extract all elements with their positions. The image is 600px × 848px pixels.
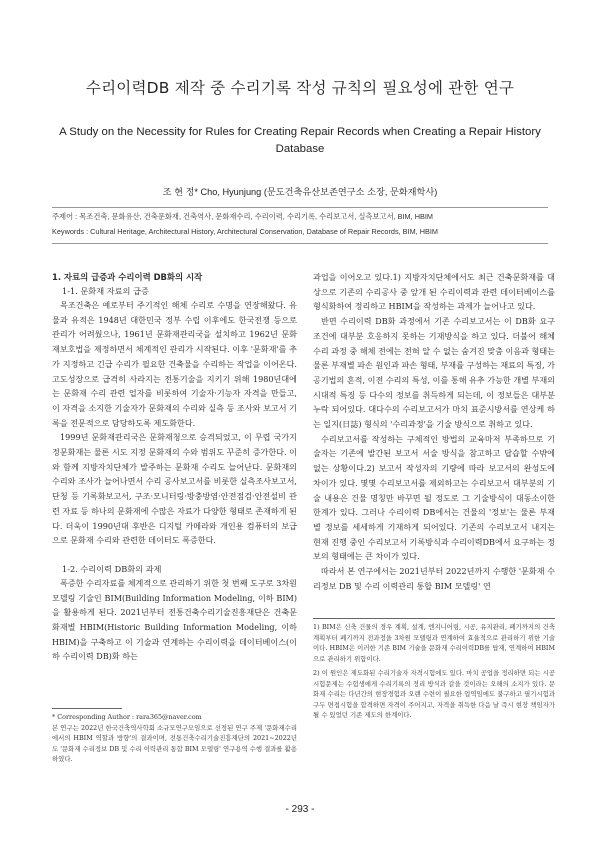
right-column — [313, 270, 555, 612]
paragraph: 목조건축은 예로부터 주기적인 해체 수리로 수명을 연장해왔다. 유물과 유적은 1948년 대한민국 정부 수립 이후에도 한국전쟁 등으로 관리가 어려웠으나, 1961년 문화재관리국을 설치하고 1962년 문화재보호법을 제정하면서 체계적인 관리가 시작된다. 이후 '문화재'를 추가 지정하고 긴급 수리가 필요한 건축물을 수리하는 작업을 이어온다. 고도성장으로 급격히 사라지는 전통기술을 지키기 위해 1980년대에는 문화재 수리 관련 업자를 비롯하여 기술자·기능자 자격을 만들고, 이 자격을 소지한 기술자가 문화재의 수리와 실측 등 조사와 보고서 기록을 전문적으로 담당하도록 제도화한다. — [52, 300, 297, 428]
paragraph: 따라서 본 연구에서는 2021년부터 2022년까지 수행한 '문화재 수리정보 DB 및 수리 이력관리 통합 BIM 모델링' 연 — [313, 566, 555, 591]
footnote-2: 2) 이 원인은 제도화된 수리기술자 자격시험에도 있다. 마치 공업을 정리하면 되는 시공 시험문제는 수험생에게 수리기록의 정리 방식과 같을 것이라는 오해의 소지가 있다. 문화재 수리는 다년간의 현장경험과 오랜 수련이 필요한 업역임에도 불구하고 필기시험과 구두 면접시험을 합격하면 자격이 주어지고, 자격을 취득한 다음 날 즉시 현장 책임자가 될 수 있었던 기존 제도의 한계이다. — [313, 669, 555, 719]
keywords-korean: 주제어 : 목조건축, 문화유산, 건축문화재, 건축역사, 문화재수리, 수리이력, 수리기록, 수리보고서, 실측보고서, BIM, HBIM — [52, 212, 433, 221]
paragraph: 1999년 문화재관리국은 문화재청으로 승격되었고, 이 무렵 국가지정문화재는 물론 시도 지정 문화재의 수와 범위도 꾸준히 증가한다. 이와 함께 지방자치단체가 발주하는 문화재 수리도 늘어난다. 문화재의 수리와 조사가 늘어나면서 수리 공사보고서를 비롯한 실측조사보고서, 단청 등 기록화보고서, 구조·모니터링·방충방염·안전점검·안전설비 관련 자료 등 하나의 문화재에 수많은 자료가 다양한 형태로 존재하게 된다. 더욱이 1990년대 후반은 디지털 카메라와 개인용 컴퓨터의 보급으로 문화재 수리와 관련한 데이터도 폭증한다. — [52, 432, 297, 546]
footnotes-right — [313, 622, 555, 790]
keywords-english: Keywords : Cultural Heritage, Architectural History, Architectural Conservation, Database of Repair Records, BIM, HBIM — [52, 227, 438, 236]
paragraph: 수리보고서를 작성하는 구체적인 방법의 교육마저 부족하므로 기술자는 기존에 발간된 보고서 서술 방식을 참고하고 답습할 수밖에 없는 상황이다.2) 보고서 작성자의 기량에 따라 보고서의 완성도에 차이가 있다. 몇몇 수리보고서를 제외하고는 수리보고서 대부분의 기술 내용은 건물 명칭만 바꾸면 될 정도로 그 기술방식이 대동소이한 한계가 있다. 그러나 수리이력 DB에서는 건물의 '정보'는 물론 부재별 정보를 세세하게 기재하게 되어있다. 기존의 수리보고서 내지는 현재 진행 중인 수리보고서 기록방식과 수리이력DB에서 요구하는 정보의 형태에는 큰 차이가 있다. — [313, 433, 555, 562]
divider-bottom — [52, 243, 548, 244]
title-korean: 수리이력DB 제작 중 수리기록 작성 규칙의 필요성에 관한 연구 — [85, 79, 515, 97]
divider-top — [52, 207, 548, 208]
footnote-divider-left — [52, 708, 122, 709]
footnote-divider-right — [313, 618, 555, 619]
subsection-heading: 1-2. 수리이력 DB화의 과제 — [62, 563, 162, 574]
paragraph: 반면 수리이력 DB화 과정에서 기존 수리보고서는 이 DB화 요구 조건에 대부분 호응하지 못하는 기재방식을 하고 있다. 더불어 해체 수리 과정 중 해체 전에는 전혀 알 수 없는 숨겨진 맞춤 이음과 형태는 물론 부재별 파손 원인과 파손 형태, 부재를 구성하는 재료의 특징, 가공기법의 흔적, 이전 수리의 특성, 이를 통해 유추 가능한 개별 부재의 시대적 특징 등 다수의 정보를 취득하게 되는데, 이 정보들은 대부분 누락 되어있다. 대다수의 수리보고서가 마치 표준시방서를 연상케 하는 일지(日誌) 형식의 '수리과정'을 기술 방식으로 취하고 있다. — [313, 316, 555, 430]
paragraph: 폭증한 수리자료를 체계적으로 관리하기 위한 첫 번째 도구로 3차원 모델링 기술인 BIM(Building Information Modeling, 이하 BIM)을 활용하게 된다. 2021년부터 전통건축수리기술진흥재단은 건축문화재별 HBIM(Historic Building Information Modeling, 이하 HBIM)을 구축하고 이 기술과 연계하는 수리이력을 데이터베이스(이하 수리이력 DB)화 하는 — [52, 577, 297, 662]
author-line: 조 현 정* Cho, Hyunjung (문도건축유산보존연구소 소장, 문화재학사) — [162, 187, 438, 197]
footnote-1: 1) BIM은 신축 건물의 경우 계획, 설계, 엔지니어링, 시공, 유지관리, 폐기까지의 건축 계획부터 폐기까지 전과정을 3차원 모델링과 연계하여 효율적으로 관리하기 위한 기술이다. HBIM은 이러한 기존 BIM 기술을 문화재 수리이력DB를 탑재, 연계하여 HBIM으로 관리하기 위함이다. — [313, 623, 555, 663]
left-column — [52, 270, 297, 702]
footnote-corresponding-author: * Corresponding Author : rara365@naver.com 본 연구는 2022년 한국건축역사학회 소규모연구모임으로 선정된 연구 주제 '문화재수리에서의 HBIM 역할과 방향'의 결과이며, 전통건축수리기술진흥재단의 2021~2022년도 '문화재 수리정보 DB 및 수리 이력관리 통합 BIM 모델링' 연구용역 수행 결과를 활용하였다. — [52, 713, 297, 763]
title-english: A Study on the Necessity for Rules for Creating Repair Records when Creating a Repair History Database — [59, 126, 541, 155]
section-heading: 1. 자료의 급증과 수리이력 DB화의 시작 — [52, 272, 203, 282]
page-number: - 293 - — [285, 804, 315, 815]
subsection-heading: 1-1. 문화재 자료의 급증 — [62, 286, 149, 296]
paragraph: 과업을 이어오고 있다.1) 지방자치단체에서도 최근 건축문화재를 대상으로 기존의 수리공사 중 앞개 된 수리이력과 관련 데이터베이스를 형식화하여 정리하고 HBIM을 작성하는 과제가 늘어나고 있다. — [313, 272, 555, 312]
